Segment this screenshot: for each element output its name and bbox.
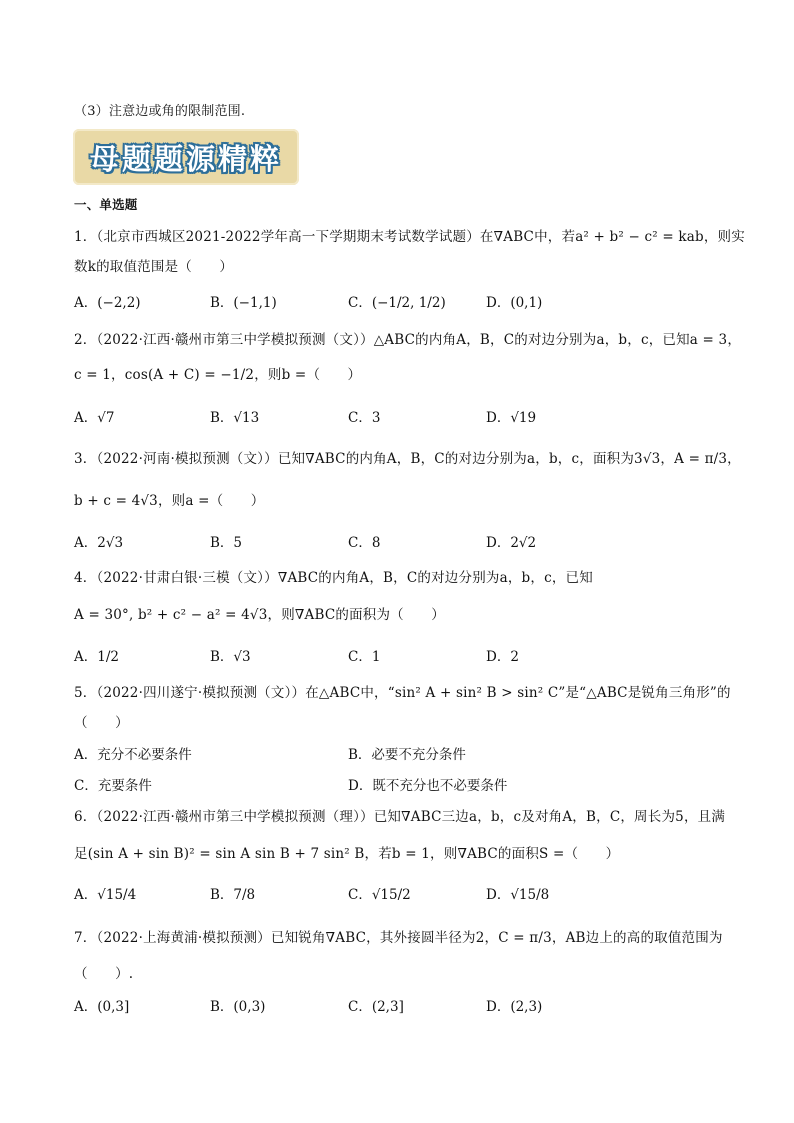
question-2-line-2: c = 1，cos(A + C) = −1/2，则b =（ ） [74, 367, 362, 383]
question-3-option-b: B．5 [210, 535, 243, 551]
question-4-line-2: A = 30°, b² + c² − a² = 4√3，则∇ABC的面积为（ ） [74, 607, 445, 623]
question-6-option-b: B．7/8 [210, 887, 256, 903]
question-4-option-a: A．1/2 [74, 649, 119, 665]
question-6-option-d: D．√15/8 [486, 887, 550, 903]
question-5-option-c: C．充要条件 [74, 778, 152, 794]
note-text: （3）注意边或角的限制范围. [74, 104, 246, 119]
question-5-option-a: A．充分不必要条件 [74, 747, 192, 763]
question-6-line-2: 足(sin A + sin B)² = sin A sin B + 7 sin² B，若b = 1，则∇ABC的面积S =（ ） [74, 846, 620, 862]
question-2-option-c: C．3 [348, 410, 381, 426]
question-1-line-2: 数k的取值范围是（ ） [74, 259, 234, 275]
section-banner [73, 129, 299, 185]
question-7-option-c: C．(2,3] [348, 999, 404, 1015]
question-4-line-1: 4．（2022·甘肃白银·三模（文））∇ABC的内角A，B，C的对边分别为a，b，c，已知 [74, 570, 593, 586]
question-7-option-d: D．(2,3) [486, 999, 543, 1015]
question-2-option-a: A．√7 [74, 410, 115, 426]
question-5-line-1: 5．（2022·四川遂宁·模拟预测（文））在△ABC中，“sin² A + sin² B > sin² C”是“△ABC是锐角三角形”的 [74, 685, 731, 701]
section-heading: 一、单选题 [74, 197, 138, 212]
question-5-option-b: B．必要不充分条件 [348, 747, 466, 763]
question-2-option-b: B．√13 [210, 410, 260, 426]
question-3-line-2: b + c = 4√3，则a =（ ） [74, 493, 265, 509]
question-4-option-d: D．2 [486, 649, 519, 665]
question-4-option-b: B．√3 [210, 649, 251, 665]
question-6-option-a: A．√15/4 [74, 887, 137, 903]
question-3-option-a: A．2√3 [74, 535, 124, 551]
question-4-option-c: C．1 [348, 649, 381, 665]
question-7-line-2: （ ）. [74, 966, 134, 982]
question-3-line-1: 3．（2022·河南·模拟预测（文））已知∇ABC的内角A，B，C的对边分别为a，b，c，面积为3√3，A = π/3， [74, 451, 741, 467]
banner-text: 母题题源精粹 [89, 141, 282, 176]
question-1-option-c: C．(−1/2, 1/2) [348, 295, 446, 311]
question-1-option-b: B．(−1,1) [210, 295, 277, 311]
question-6-option-c: C．√15/2 [348, 887, 411, 903]
question-3-option-d: D．2√2 [486, 535, 537, 551]
question-7-option-a: A．(0,3] [74, 999, 130, 1015]
question-3-option-c: C．8 [348, 535, 381, 551]
question-7-option-b: B．(0,3) [210, 999, 266, 1015]
question-5-line-2: （ ） [74, 715, 129, 731]
question-7-line-1: 7．（2022·上海黄浦·模拟预测）已知锐角∇ABC，其外接圆半径为2，C = π/3，AB边上的高的取值范围为 [74, 930, 723, 946]
question-1-option-a: A．(−2,2) [74, 295, 141, 311]
question-2-line-1: 2．（2022·江西·赣州市第三中学模拟预测（文））△ABC的内角A，B，C的对边分别为a，b，c，已知a = 3， [74, 332, 742, 348]
question-5-option-d: D．既不充分也不必要条件 [348, 778, 508, 794]
question-6-line-1: 6．（2022·江西·赣州市第三中学模拟预测（理））已知∇ABC三边a，b，c及对角A，B，C，周长为5，且满 [74, 809, 726, 825]
question-1-option-d: D．(0,1) [486, 295, 543, 311]
question-2-option-d: D．√19 [486, 410, 537, 426]
question-1-line-1: 1．（北京市西城区2021-2022学年高一下学期期末考试数学试题）在∇ABC中，若a² + b² − c² = kab，则实 [74, 229, 745, 245]
